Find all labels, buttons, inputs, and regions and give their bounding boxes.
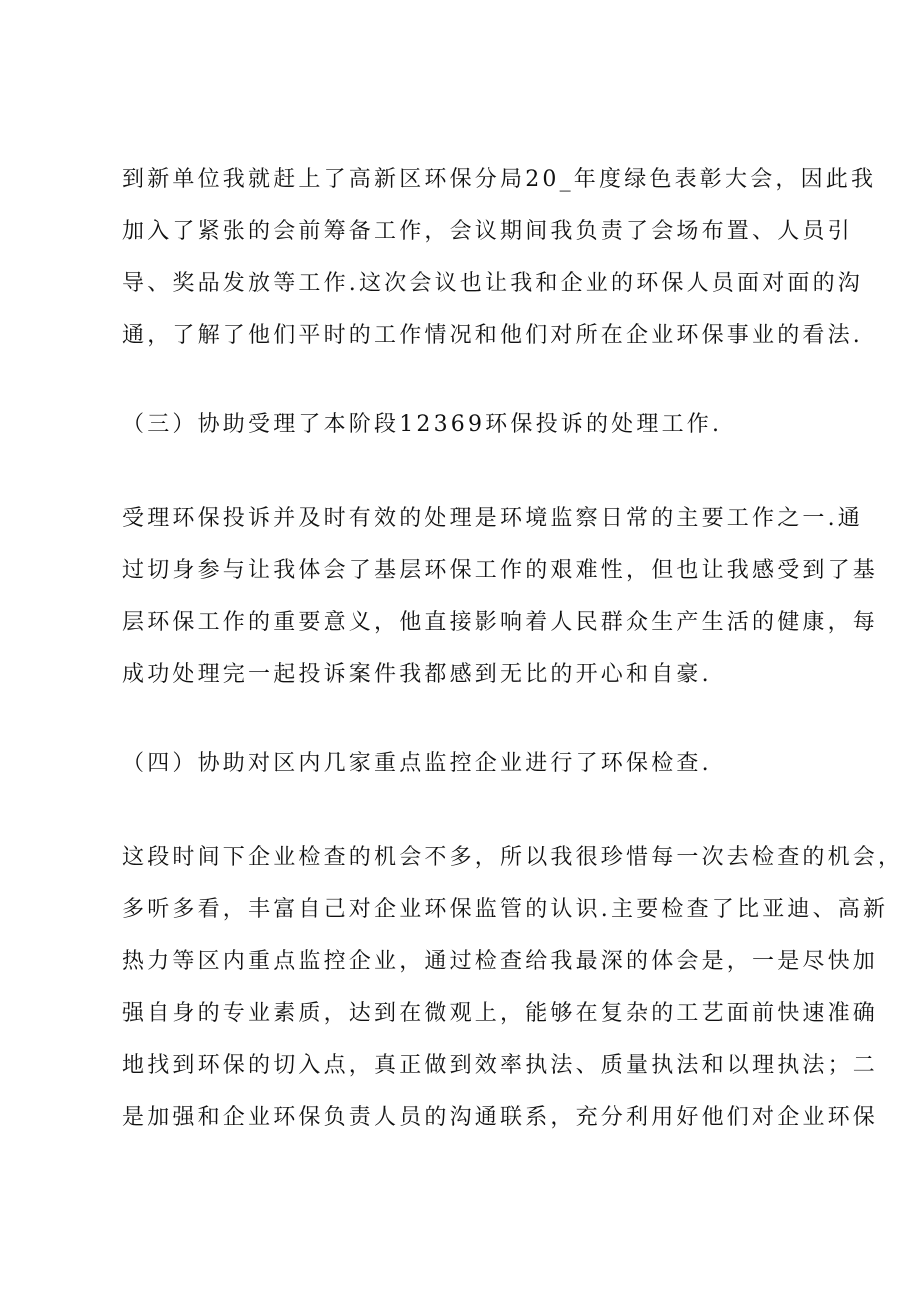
paragraph-3-line-6: 是加强和企业环保负责人员的沟通联系，充分利用好他们对企业环保 — [122, 1105, 879, 1130]
paragraph-1-line-2: 加入了紧张的会前筹备工作，会议期间我负责了会场布置、人员引 — [122, 219, 853, 244]
paragraph-1-line-3: 导、奖品发放等工作.这次会议也让我和企业的环保人员面对面的沟 — [122, 271, 863, 296]
section-heading-4: （四）协助对区内几家重点监控企业进行了环保检查. — [122, 751, 712, 776]
paragraph-3-line-3: 热力等区内重点监控企业，通过检查给我最深的体会是，一是尽快加 — [122, 949, 879, 974]
paragraph-2-line-1: 受理环保投诉并及时有效的处理是环境监察日常的主要工作之一.通 — [122, 506, 863, 531]
paragraph-3-line-2: 多听多看，丰富自己对企业环保监管的认识.主要检查了比亚迪、高新 — [122, 897, 889, 922]
section-heading-3: （三）协助受理了本阶段12369环保投诉的处理工作. — [122, 412, 723, 437]
paragraph-3-line-4: 强自身的专业素质，达到在微观上，能够在复杂的工艺面前快速准确 — [122, 1001, 879, 1026]
paragraph-3-line-1: 这段时间下企业检查的机会不多，所以我很珍惜每一次去检查的机会， — [122, 845, 904, 870]
paragraph-3-line-5: 地找到环保的切入点，真正做到效率执法、质量执法和以理执法；二 — [122, 1053, 879, 1078]
paragraph-2-line-4: 成功处理完一起投诉案件我都感到无比的开心和自豪. — [122, 662, 712, 687]
paragraph-1-line-4: 通，了解了他们平时的工作情况和他们对所在企业环保事业的看法. — [122, 323, 863, 348]
paragraph-2-line-2: 过切身参与让我体会了基层环保工作的艰难性，但也让我感受到了基 — [122, 558, 879, 583]
paragraph-1-line-1: 到新单位我就赶上了高新区环保分局20_年度绿色表彰大会，因此我 — [122, 167, 877, 192]
paragraph-2-line-3: 层环保工作的重要意义，他直接影响着人民群众生产生活的健康，每 — [122, 610, 879, 635]
